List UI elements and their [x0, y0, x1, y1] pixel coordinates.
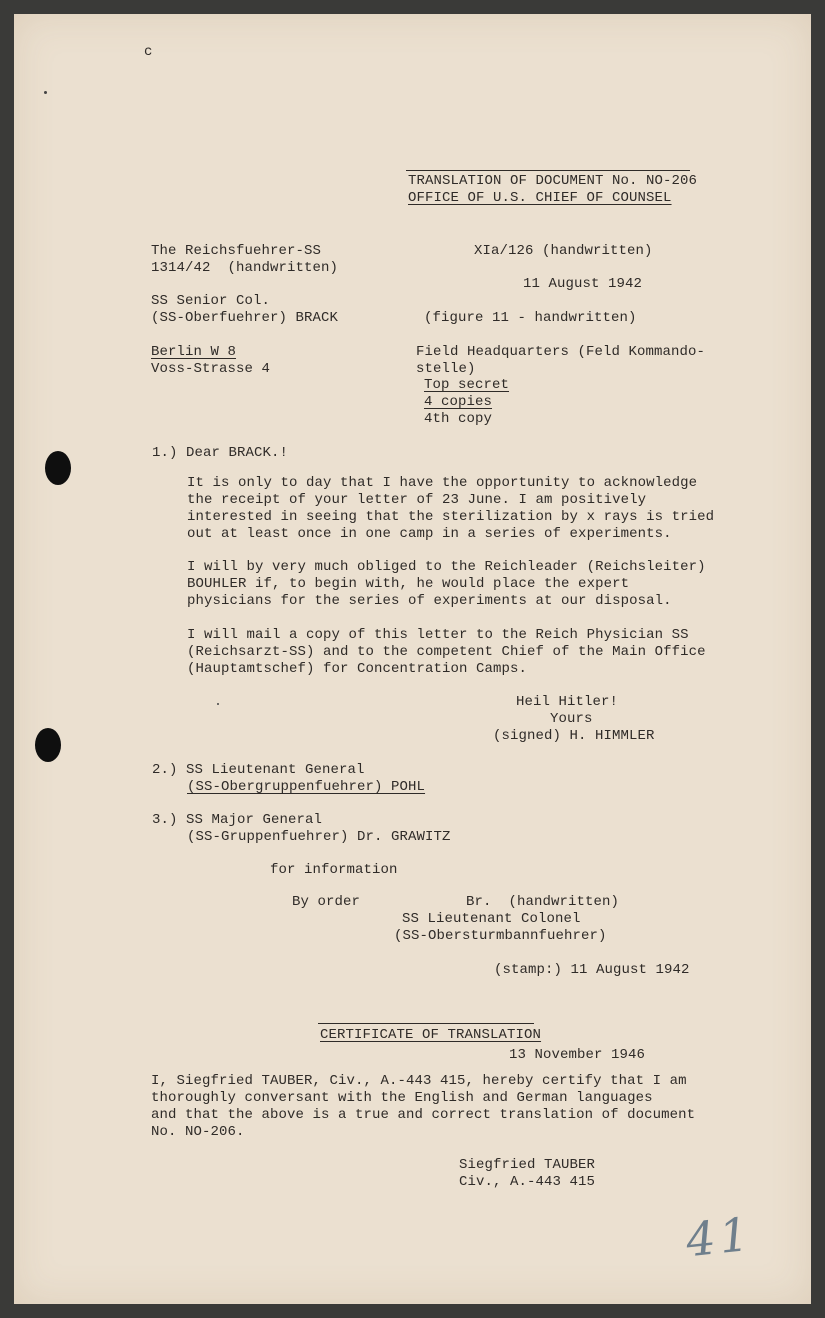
certificate-body-line2: thoroughly conversant with the English and German languages [151, 1090, 653, 1106]
recipient-rank: SS Senior Col. [151, 293, 271, 309]
signer-rank-german: (SS-Obersturmbannfuehrer) [394, 928, 607, 944]
initials: Br. (handwritten) [466, 894, 620, 910]
speck [217, 703, 219, 705]
distribution-item3-name: (SS-Gruppenfuehrer) Dr. GRAWITZ [187, 829, 451, 845]
letter-date: 11 August 1942 [523, 276, 643, 292]
headquarters-line1: Field Headquarters (Feld Kommando- [416, 344, 706, 360]
stamp-date: (stamp:) 11 August 1942 [494, 962, 690, 978]
certificate-title: CERTIFICATE OF TRANSLATION [320, 1027, 542, 1043]
closing-greeting: Heil Hitler! [516, 694, 619, 710]
speck [44, 91, 47, 94]
by-order: By order [292, 894, 361, 910]
para3-line1: I will mail a copy of this letter to the Reich Physician SS [187, 627, 689, 643]
figure-note: (figure 11 - handwritten) [424, 310, 637, 326]
certificate-top-rule [318, 1023, 534, 1024]
punch-hole-bottom [35, 728, 61, 762]
distribution-item3-rank: 3.) SS Major General [152, 812, 323, 828]
address-street: Voss-Strasse 4 [151, 361, 271, 377]
para2-line1: I will by very much obliged to the Reichleader (Reichsleiter) [187, 559, 706, 575]
header-top-rule [406, 170, 690, 171]
distribution-item2-rank: 2.) SS Lieutenant General [152, 762, 365, 778]
translator-id: Civ., A.-443 415 [459, 1174, 596, 1190]
corner-mark: c [144, 44, 153, 60]
certificate-body-line3: and that the above is a true and correct translation of document [151, 1107, 696, 1123]
header-office: OFFICE OF U.S. CHIEF OF COUNSEL [408, 190, 672, 206]
closing-yours: Yours [550, 711, 593, 727]
certificate-body-line4: No. NO-206. [151, 1124, 245, 1140]
salutation: 1.) Dear BRACK.! [152, 445, 289, 461]
punch-hole-top [45, 451, 71, 485]
copies-count: 4 copies [424, 394, 493, 410]
para2-line3: physicians for the series of experiments at our disposal. [187, 593, 672, 609]
para1-line1: It is only to day that I have the opportunity to acknowledge [187, 475, 698, 491]
document-page [14, 14, 811, 1304]
para3-line2: (Reichsarzt-SS) and to the competent Chief of the Main Office [187, 644, 706, 660]
sender-ref: 1314/42 (handwritten) [151, 260, 339, 276]
classification: Top secret [424, 377, 510, 393]
translator-name: Siegfried TAUBER [459, 1157, 596, 1173]
signer-rank: SS Lieutenant Colonel [402, 911, 581, 927]
address-city: Berlin W 8 [151, 344, 237, 360]
certificate-body-line1: I, Siegfried TAUBER, Civ., A.-443 415, hereby certify that I am [151, 1073, 687, 1089]
page-number: 41 [683, 1206, 756, 1268]
distribution-item2-name: (SS-Obergruppenfuehrer) POHL [187, 779, 426, 795]
headquarters-line2: stelle) [416, 361, 476, 377]
certificate-date: 13 November 1946 [509, 1047, 646, 1063]
sender-title: The Reichsfuehrer-SS [151, 243, 322, 259]
para1-line2: the receipt of your letter of 23 June. I am positively [187, 492, 647, 508]
recipient-name: (SS-Oberfuehrer) BRACK [151, 310, 339, 326]
para3-line3: (Hauptamtschef) for Concentration Camps. [187, 661, 528, 677]
para1-line4: out at least once in one camp in a series of experiments. [187, 526, 672, 542]
para1-line3: interested in seeing that the sterilization by x rays is tried [187, 509, 715, 525]
file-reference: XIa/126 (handwritten) [474, 243, 653, 259]
copy-number: 4th copy [424, 411, 493, 427]
para2-line2: BOUHLER if, to begin with, he would place the expert [187, 576, 630, 592]
for-information: for information [270, 862, 398, 878]
header-title: TRANSLATION OF DOCUMENT No. NO-206 [408, 173, 698, 189]
signature: (signed) H. HIMMLER [493, 728, 655, 744]
